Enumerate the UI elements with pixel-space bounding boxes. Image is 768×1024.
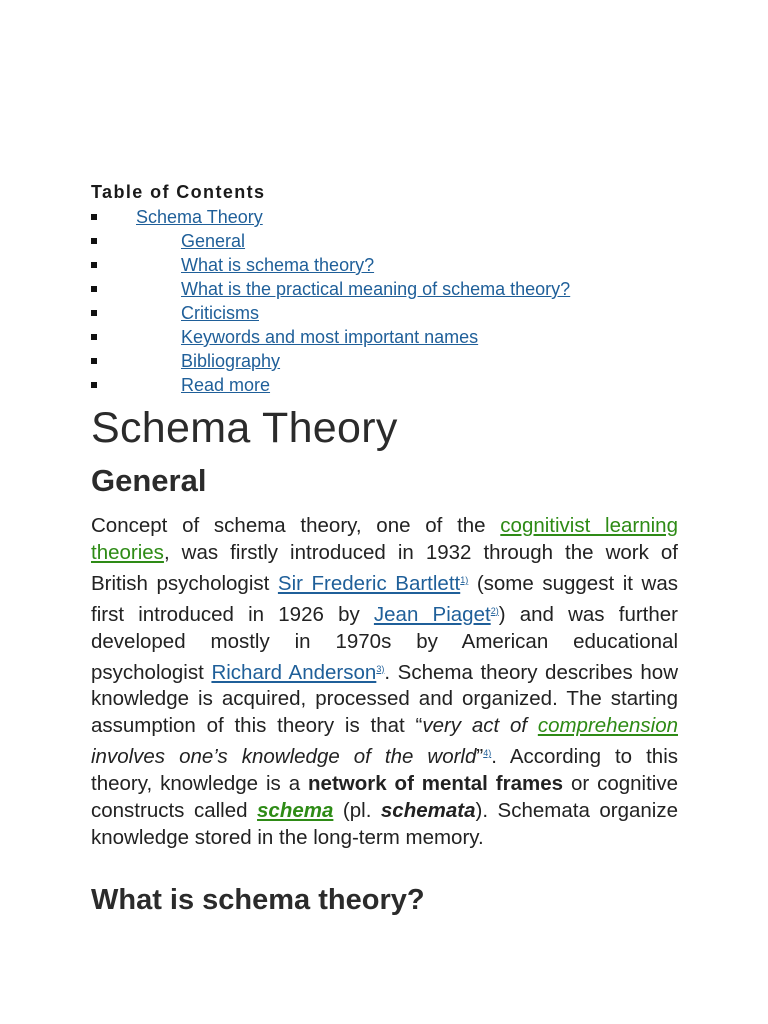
text-run: ). Schemata organize knowledge stored in the long-term memory.	[91, 799, 678, 849]
keyword-schemata	[381, 799, 476, 822]
toc-item	[91, 349, 691, 373]
toc-link-schema-theory[interactable]: Schema Theory	[136, 207, 263, 227]
footnote-ref-1[interactable]: 1)	[460, 574, 469, 585]
link-comprehension[interactable]	[538, 714, 678, 737]
toc-link-criticisms[interactable]: Criticisms	[181, 303, 259, 323]
text-run: . According to this theory, knowledge is a	[91, 745, 679, 796]
link-richard-anderson[interactable]: Richard Anderson	[211, 660, 377, 684]
section-heading-what-is-schema-theory: What is schema theory?	[91, 884, 425, 916]
link-jean-piaget[interactable]: Jean Piaget	[373, 602, 491, 626]
bullet-icon	[91, 358, 97, 364]
toc-link-read-more[interactable]: Read more	[181, 375, 271, 395]
quote-text: very act of	[422, 714, 538, 738]
general-paragraph	[91, 513, 678, 852]
toc-title: Table of Contents	[91, 182, 266, 202]
footnote-ref-3[interactable]: 3)	[376, 663, 385, 674]
quote-text: involves one’s knowledge of the world	[91, 745, 477, 769]
toc-item	[91, 373, 691, 397]
keyword-schemata-text: schemata	[380, 799, 476, 823]
toc-link-general[interactable]: General	[181, 231, 246, 251]
text-run: (pl.	[333, 799, 381, 823]
link-cognitivist-learning-theories[interactable]: cognitivist learning theories	[91, 514, 678, 564]
section-heading-general: General	[91, 463, 207, 498]
keyword-network-of-mental-frames: network of mental frames	[308, 772, 564, 796]
bullet-icon	[91, 310, 97, 316]
text-run: or cognitive constructs called	[91, 772, 678, 823]
table-of-contents	[91, 205, 691, 397]
toc-item	[91, 301, 691, 325]
text-run: , was firstly introduced in 1932 through the work of British psychologist	[91, 540, 678, 595]
toc-link-bibliography[interactable]: Bibliography	[181, 351, 281, 371]
toc-link-what-is-schema-theory[interactable]: What is schema theory?	[181, 255, 375, 275]
link-schema[interactable]: schema	[257, 799, 334, 823]
bullet-icon	[91, 382, 97, 388]
toc-item	[91, 277, 691, 301]
link-comprehension-text: comprehension	[537, 714, 678, 738]
text-run: Concept of schema theory, one of the	[91, 514, 501, 537]
toc-item	[91, 205, 691, 229]
page-title: Schema Theory	[91, 404, 398, 452]
text-run: ) and was further developed mostly in 1970s by American educational psychologist	[91, 602, 678, 684]
toc-item	[91, 325, 691, 349]
text-run: (some suggest it was first introduced in 1926 by	[91, 571, 678, 626]
link-frederic-bartlett[interactable]: Sir Frederic Bartlett	[277, 571, 461, 595]
toc-item	[91, 229, 691, 253]
toc-link-practical-meaning[interactable]: What is the practical meaning of schema theory?	[181, 279, 571, 299]
bullet-icon	[91, 214, 97, 220]
toc-item	[91, 253, 691, 277]
footnote-ref-2[interactable]: 2)	[490, 605, 499, 616]
bullet-icon	[91, 286, 97, 292]
text-run: . Schema theory describes how knowledge is acquired, processed and organized. The starting assumption of this theory is that “	[91, 660, 679, 738]
bullet-icon	[91, 334, 97, 340]
bullet-icon	[91, 238, 97, 244]
bullet-icon	[91, 262, 97, 268]
toc-link-keywords[interactable]: Keywords and most important names	[181, 327, 479, 347]
text-run: ”	[476, 745, 484, 769]
footnote-ref-4[interactable]: 4)	[483, 748, 492, 759]
